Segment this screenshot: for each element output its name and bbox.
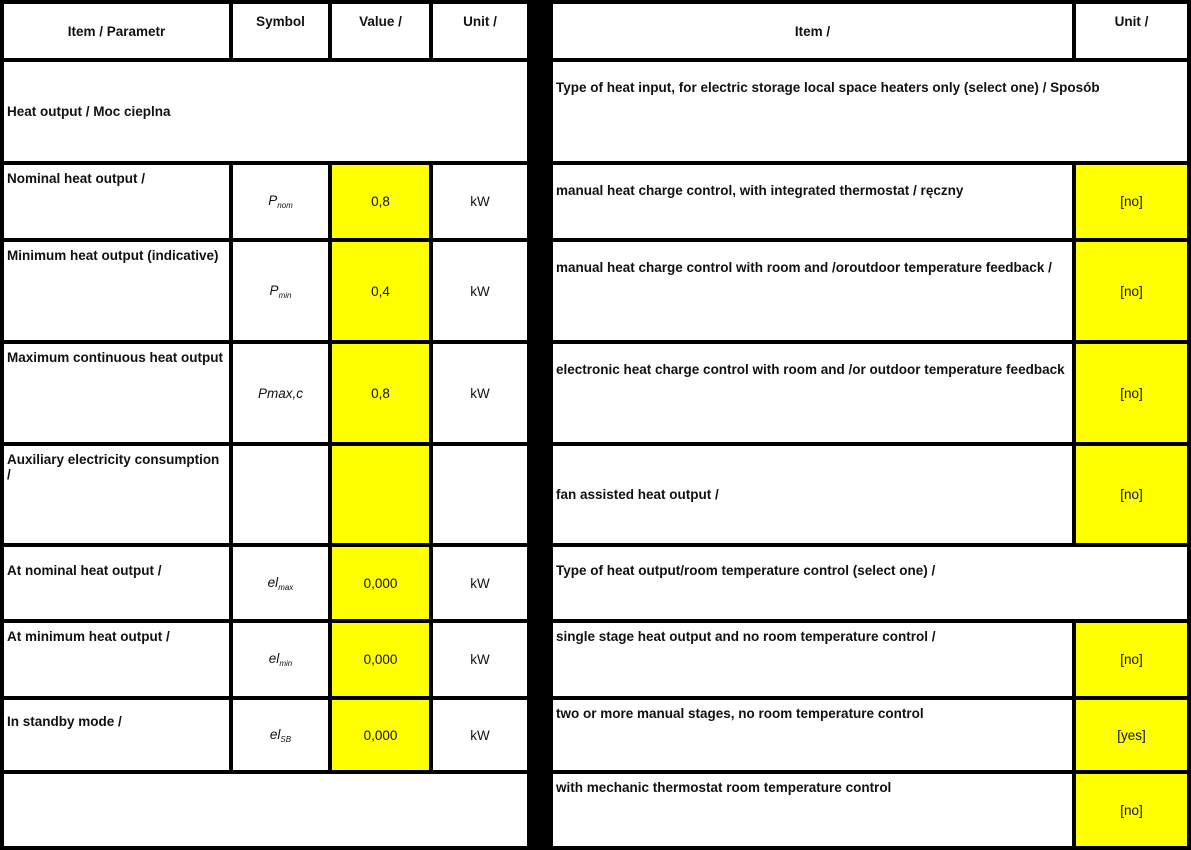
row-value: [no] [1076,774,1191,850]
header-item: Item / [549,0,1076,62]
row-item: Minimum heat output (indicative) [0,242,233,344]
row-unit: kW [433,623,531,700]
row-value: 0,8 [332,344,433,446]
row-item: manual heat charge control, with integrated thermostat / ręczny [549,165,1076,242]
header-unit: Unit / [1076,0,1191,62]
left-parameter-table [0,0,531,850]
header-unit: Unit / [433,0,531,62]
row-symbol: $el_{min}$ [233,623,332,700]
right-header-row [549,0,1191,62]
table-row [549,344,1191,446]
row-unit: kW [433,344,531,446]
row-value: [no] [1076,165,1191,242]
row-value: [no] [1076,242,1191,344]
table-row [0,242,531,344]
table-row [0,547,531,623]
row-unit [433,446,531,547]
table-row [549,623,1191,700]
table-row [0,344,531,446]
row-value: 0,000 [332,700,433,774]
row-item: At minimum heat output / [0,623,233,700]
row-symbol: $el_{max}$ [233,547,332,623]
row-item: manual heat charge control with room and /oroutdoor temperature feedback / [549,242,1076,344]
row-symbol: $P_{min}$ [233,242,332,344]
table-row [0,700,531,774]
table-row [0,165,531,242]
left-header-row [0,0,531,62]
row-value: 0,8 [332,165,433,242]
section-heat-output-control: Type of heat output/room temperature control (select one) / [549,547,1191,623]
row-item: Maximum continuous heat output [0,344,233,446]
row-item: single stage heat output and no room temperature control / [549,623,1076,700]
row-item: fan assisted heat output / [549,446,1076,547]
row-value: 0,000 [332,623,433,700]
row-item: At nominal heat output / [0,547,233,623]
row-unit: kW [433,242,531,344]
section-heat-output: Heat output / Moc cieplna [0,62,531,165]
table-row [549,547,1191,623]
header-symbol: Symbol [233,0,332,62]
table-row [549,446,1191,547]
table-row [0,774,531,850]
table-row [0,623,531,700]
row-value: 0,4 [332,242,433,344]
table-row [549,62,1191,165]
row-value [332,446,433,547]
row-unit: kW [433,165,531,242]
row-symbol: $el_{SB}$ [233,700,332,774]
row-symbol: Pmax,c [233,344,332,446]
row-item [0,774,531,850]
table-row [549,774,1191,850]
row-value: [no] [1076,344,1191,446]
row-value: 0,000 [332,547,433,623]
row-value: [no] [1076,446,1191,547]
header-value: Value / [332,0,433,62]
row-item: In standby mode / [0,700,233,774]
row-unit: kW [433,547,531,623]
table-row [549,700,1191,774]
row-symbol [233,446,332,547]
table-row [549,165,1191,242]
row-item: two or more manual stages, no room temperature control [549,700,1076,774]
row-item: Auxiliary electricity consumption / [0,446,233,547]
row-unit: kW [433,700,531,774]
header-item: Item / Parametr [0,0,233,62]
table-row [0,446,531,547]
row-symbol: $P_{nom}$ [233,165,332,242]
row-value: [no] [1076,623,1191,700]
table-row [549,242,1191,344]
section-heat-input: Type of heat input, for electric storage local space heaters only (select one) / Sposób [549,62,1191,165]
row-value: [yes] [1076,700,1191,774]
table-row [0,62,531,165]
row-item: electronic heat charge control with room and /or outdoor temperature feedback [549,344,1076,446]
right-control-table [549,0,1191,850]
row-item: with mechanic thermostat room temperature control [549,774,1076,850]
row-item: Nominal heat output / [0,165,233,242]
